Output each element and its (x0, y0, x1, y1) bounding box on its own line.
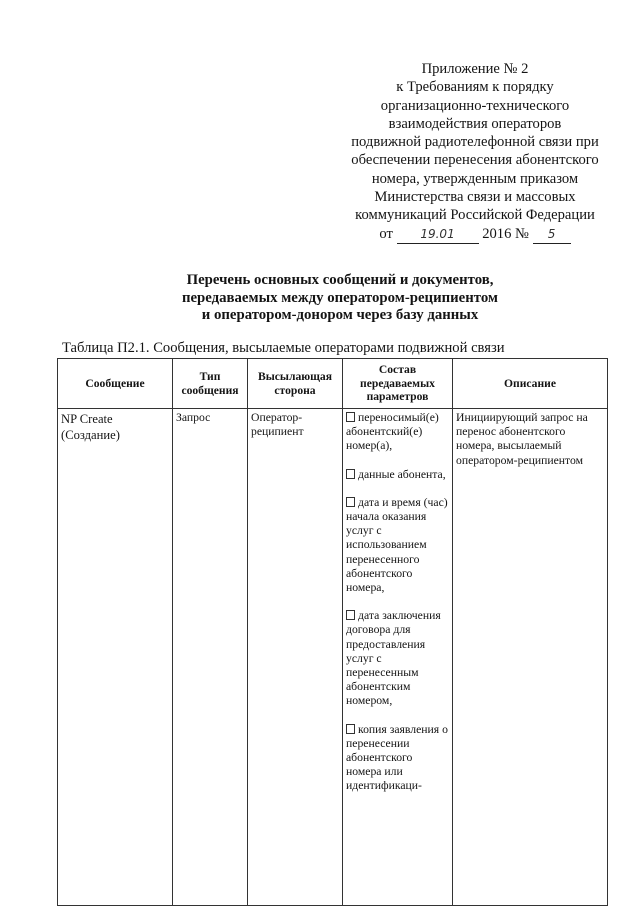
heading-line: передаваемых между оператором-реципиентом (181, 289, 499, 306)
date-handwritten: 19.01 (420, 226, 455, 241)
header-message: Сообщение (58, 359, 173, 409)
appendix-line: подвижной радиотелефонной связи при (351, 134, 599, 151)
header-parameters: Состав передаваемых параметров (343, 359, 453, 409)
parameter-item (346, 496, 449, 595)
appendix-line: обеспечении перенесения абонентского (351, 152, 599, 169)
number-handwritten: 5 (547, 226, 556, 241)
parameter-item (346, 468, 449, 482)
cell-type: Запрос (173, 409, 248, 906)
date-field (397, 225, 479, 244)
appendix-line: Приложение № 2 (421, 61, 529, 77)
header-description: Описание (453, 359, 608, 409)
header-sender: Высылающая сторона (248, 359, 343, 409)
appendix-block (330, 60, 620, 244)
number-field (533, 225, 571, 244)
parameter-item (346, 411, 449, 454)
year-number: 2016 № (482, 225, 529, 242)
parameter-text: данные абонента, (358, 467, 446, 481)
appendix-line: взаимодействия операторов (388, 115, 562, 132)
parameter-text: копия заявления о перенесении абонентского номера или идентификаци- (346, 722, 448, 793)
appendix-line: к Требованиям к порядку (396, 79, 554, 96)
table-row (58, 409, 608, 906)
appendix-line: организационно-технического (380, 97, 570, 114)
heading-line: Перечень основных сообщений и документов, (186, 272, 494, 288)
parameter-text: переносимый(е) абонентский(е) номер(а), (346, 411, 439, 453)
parameter-text: дата заключения договора для предоставления услуг с перенесенным абонентским номером, (346, 609, 441, 708)
checkbox-icon (346, 497, 355, 507)
table-caption: Таблица П2.1. Сообщения, высылаемые операторами подвижной связи (62, 340, 505, 356)
cell-parameters (343, 409, 453, 906)
checkbox-icon (346, 610, 355, 620)
date-prefix: от (379, 225, 393, 242)
appendix-line: коммуникаций Российской Федерации (355, 207, 595, 224)
table-header-row (58, 359, 608, 409)
messages-table (57, 358, 608, 906)
parameter-item (346, 723, 449, 794)
appendix-line: номера, утвержденным приказом (371, 170, 579, 187)
checkbox-icon (346, 469, 355, 479)
parameter-item (346, 609, 449, 708)
heading-line: и оператором-донором через базу данных (201, 307, 479, 323)
document-heading (60, 272, 620, 325)
header-type: Тип сообщения (173, 359, 248, 409)
cell-description: Инициирующий запрос на перенос абонентского номера, высылаемый оператором-реципиентом (453, 409, 608, 906)
checkbox-icon (346, 724, 355, 734)
parameter-text: дата и время (час) начала оказания услуг с использованием перенесенного абонентского номера, (346, 495, 448, 595)
checkbox-icon (346, 412, 355, 422)
cell-message: NP Create (Создание) (58, 409, 173, 906)
cell-sender: Оператор-реципиент (248, 409, 343, 906)
date-line (330, 225, 620, 244)
appendix-line: Министерства связи и массовых (374, 189, 576, 206)
